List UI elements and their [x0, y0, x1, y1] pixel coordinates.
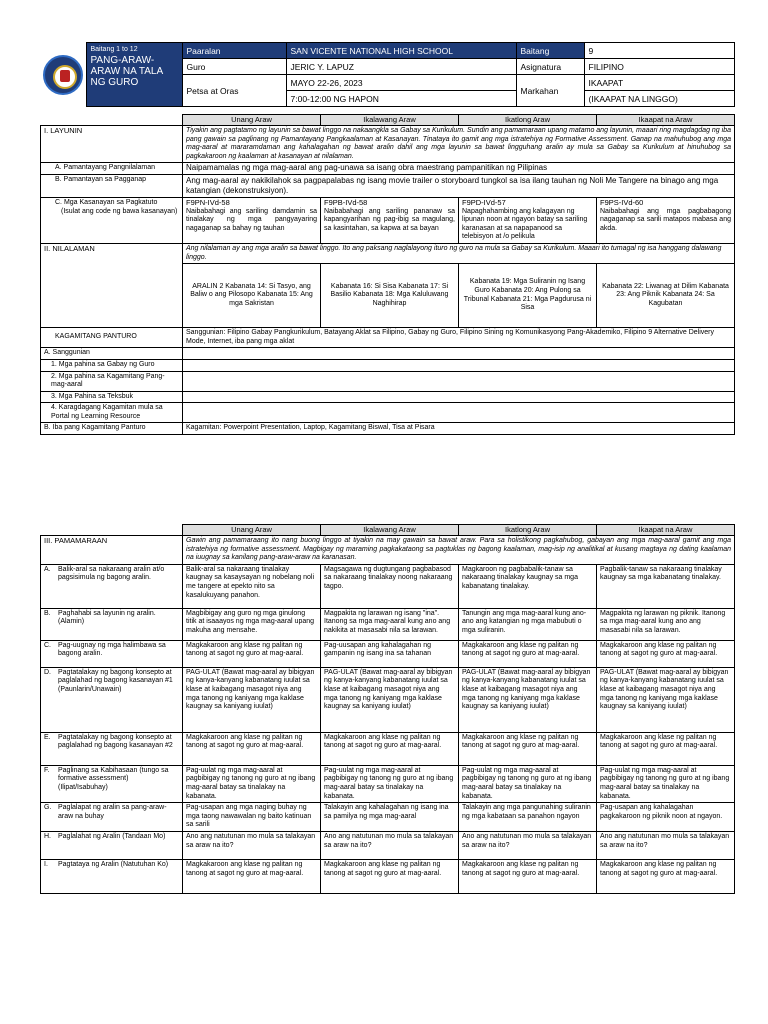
iba-pang-kagamitan-value: Kagamitan: Powerpoint Presentation, Laptop, Kagamitang Biswal, Tisa at Pisara	[183, 423, 735, 435]
kasanayan-sublabel: (Isulat ang code ng bawa kasanayan)	[61, 207, 178, 215]
procedure-day-1-cell: Pag-uulat ng mga mag-aaral at pagbibigay ng tanong ng guro at ng ibang mag-aaral batay sa tinalakay na kabanata.	[183, 765, 321, 802]
day-header-1: Unang Araw	[183, 115, 321, 126]
procedure-day-4-cell: Pag-uulat ng mga mag-aaral at pagbibigay ng tanong ng guro at ng ibang mag-aaral batay sa tinalakay na kabanata.	[597, 765, 735, 802]
procedure-day-1-cell: Magkakaroon ang klase ng palitan ng tanong at sagot ng guro at mag-aaral.	[183, 732, 321, 765]
procedure-step-label: Pagtatalakay ng bagong konsepto at paglalahad ng bagong kasanayan #2	[58, 733, 173, 750]
procedure-day-2-cell: Magsagawa ng dugtungang pagbabasod sa nakaraang tinalakay noong nakaraang tagpo.	[321, 564, 459, 608]
procedure-step-row	[41, 608, 735, 640]
procedure-day-3-cell: Pag-uulat ng mga mag-aaral at pagbibigay ng tanong ng guro at ng ibang mag-aaral batay sa tinalakay na kabanata.	[459, 765, 597, 802]
procedure-step-label-cell	[41, 765, 183, 802]
procedure-day-3-cell: Magkaroon ng pagbabalik-tanaw sa nakaraang tinalakay kaugnay sa mga kabanatang tinalakay.	[459, 564, 597, 608]
layunin-description: Tiyakin ang pagtatamo ng layunin sa bawat linggo na nakaangkla sa Gabay sa Kurikulum. Sundin ang pamamaraan upang matamo ang layunin, maaari ring magdagdag ng iba pang gawain sa paglinang ng Pamantayang Pangkaalaman at Kasanayan. Tinataya ito gamit ang mga istratehiya ng Formative Assessment. Ganap na mahuhubog ang mga mag-aaral at mararamdaman ang kahalagahan ng bawat aralin dahil ang mga layunin sa bawat lingguhang aralin ay mula sa Gabay sa Kurikulum at hinuhubog sa pagkakaroon ng kaalaman at kasanayan at nilalaman.	[183, 126, 735, 163]
linggo-value: (IKAAPAT NA LINGGO)	[584, 91, 734, 107]
procedure-day-2-cell: Ano ang natutunan mo mula sa talakayan sa araw na ito?	[321, 831, 459, 859]
procedure-step-row	[41, 640, 735, 667]
procedure-day-1-cell: Ano ang natutunan mo mula sa talakayan sa araw na ito?	[183, 831, 321, 859]
day-header-2: Ikalawang Araw	[321, 115, 459, 126]
procedure-day-4-cell: Ano ang natutunan mo mula sa talakayan sa araw na ito?	[597, 831, 735, 859]
pamamaraan-table	[40, 524, 735, 894]
procedure-day-4-cell: Magkakaroon ang klase ng palitan ng tanong at sagot ng guro at mag-aaral.	[597, 640, 735, 667]
procedure-day-1-cell: Magkakaroon ang klase ng palitan ng tanong at sagot ng guro at mag-aaral.	[183, 640, 321, 667]
procedure-day-4-cell: Pagbalik-tanaw sa nakaraang tinalakay kaugnay sa mga kabanatang tinalakay.	[597, 564, 735, 608]
aralin-day-3: Kabanata 19: Mga Suliranin ng Isang Guro Kabanata 20: Ang Pulong sa Tribunal Kabanata 21: Mga Pagdurusa ni Sisa	[459, 264, 597, 328]
pamantayang-pangnilalaman-label: A. Pamantayang Pangnilalaman	[41, 163, 183, 175]
procedure-day-3-cell: PAG-ULAT (Bawat mag-aaral ay bibigyan ng kanya-kanyang kabanatang iuulat sa klase at kaibagang masagot niya ang mga tanong ng kaniyang mga kaklase kaugnay sa kaniyang iuulat)	[459, 667, 597, 732]
oras-value: 7:00-12:00 NG HAPON	[286, 91, 516, 107]
baitang-label: Baitang	[516, 43, 584, 59]
pamantayan-sa-pagganap-text: Ang mag-aaral ay nakikilahok sa pagpapalabas ng isang movie trailer o storyboard tungkol sa isa ilang tauhan ng Noli Me Tangere na binago ang mga katangian (dekonstruksiyon).	[183, 174, 735, 197]
procedure-step-letter: A.	[44, 565, 51, 573]
procedure-step-letter: F.	[44, 766, 50, 774]
day-header-1: Unang Araw	[183, 525, 321, 536]
iba-pang-kagamitan-label: B. Iba pang Kagamitang Panturo	[41, 423, 183, 435]
procedure-step-label-cell	[41, 667, 183, 732]
gabay-ng-guro-label: 1. Mga pahina sa Gabay ng Guro	[41, 359, 183, 371]
procedure-day-4-cell: Magkakaroon ang klase ng palitan ng tanong at sagot ng guro at mag-aaral.	[597, 859, 735, 893]
procedure-step-label: Pagtatalakay ng bagong konsepto at paglalahad ng bagong kasanayan #1 (Paunlarin/Unawain)	[58, 668, 173, 693]
competency-text: Naibabahagi ang sariling damdamin sa tinalakay ng mga pangyayaring nagaganap sa bahay ng tauhan	[186, 207, 317, 232]
kasanayan-day-2	[321, 197, 459, 243]
dll-title: PANG-ARAW-ARAW NA TALA NG GURO	[90, 55, 163, 88]
pamamaraan-heading: III. PAMAMARAAN	[41, 536, 183, 565]
procedure-day-1-cell: Pag-usapan ang mga naging buhay ng mga taong nawawalan ng baito katinuan sa sarili	[183, 803, 321, 832]
procedure-step-label: Paglalahat ng Aralin (Tandaan Mo)	[58, 832, 166, 840]
procedure-step-letter: H.	[44, 832, 51, 840]
competency-code: F9PS-IVd-60	[600, 197, 644, 207]
day-header-3: Ikatlong Araw	[459, 115, 597, 126]
day-header-3: Ikatlong Araw	[459, 525, 597, 536]
procedure-step-row	[41, 732, 735, 765]
competency-code: F9PN-IVd-58	[186, 197, 230, 207]
procedure-day-3-cell: Magkakaroon ang klase ng palitan ng tanong at sagot ng guro at mag-aaral.	[459, 732, 597, 765]
lesson-log-page-2	[40, 524, 734, 894]
competency-text: Naibabahagi ang mga pagbabagong nagaganap sa sarili matapos mabasa ang akda.	[600, 207, 731, 232]
procedure-step-label: Pag-uugnay ng mga halimbawa sa bagong aralin.	[58, 641, 166, 658]
competency-code: F9PB-IVd-58	[324, 197, 368, 207]
aralin-day-4: Kabanata 22: Liwanag at Dilim Kabanata 23: Ang Piknik Kabanata 24: Sa Kagubatan	[597, 264, 735, 328]
aralin-day-2: Kabanata 16: Si Sisa Kabanata 17: Si Basilio Kabanata 18: Mga Kaluluwang Naghihirap	[321, 264, 459, 328]
procedure-step-label-cell	[41, 803, 183, 832]
procedure-day-4-cell: PAG-ULAT (Bawat mag-aaral ay bibigyan ng kanya-kanyang kabanatang iuulat sa klase at kaibagang masagot niya ang mga tanong ng kaniyang mga kaklase kaugnay sa kaniyang iuulat)	[597, 667, 735, 732]
kagamitang-pang-mag-aaral-label: 2. Mga pahina sa Kagamitang Pang- mag-aaral	[41, 371, 183, 391]
kasanayan-day-1	[183, 197, 321, 243]
guro-value: JERIC Y. LAPUZ	[286, 59, 516, 75]
procedure-day-4-cell: Magpakita ng larawan ng piknik. Itanong sa mga mag-aaral kung ano ang masasabi nila sa larawan.	[597, 608, 735, 640]
procedure-step-letter: E.	[44, 733, 51, 741]
procedure-step-label: Paglinang sa Kabihasaan (tungo sa formative assessment) (Ilipat/Isabuhay)	[58, 766, 169, 791]
teksbuk-label: 3. Mga Pahina sa Teksbuk	[41, 391, 183, 403]
asignatura-label: Asignatura	[516, 59, 584, 75]
teksbuk-value	[183, 391, 735, 403]
procedure-day-2-cell: Magpakita ng larawan ng isang "ina". Itanong sa mga mag-aaral kung ano ang nakikita at masasabi nila sa larawan.	[321, 608, 459, 640]
aralin-day-1: ARALIN 2 Kabanata 14: Si Tasyo, ang Baliw o ang Pilosopo Kabanata 15: Ang mga Sakristan	[183, 264, 321, 328]
deped-seal-logo	[40, 43, 86, 107]
procedure-step-label-cell	[41, 608, 183, 640]
guro-label: Guro	[182, 59, 286, 75]
procedure-step-row	[41, 803, 735, 832]
procedure-day-3-cell: Magkakaroon ang klase ng palitan ng tanong at sagot ng guro at mag-aaral.	[459, 859, 597, 893]
day-header-4: Ikaapat na Araw	[597, 115, 735, 126]
procedure-step-label-cell	[41, 831, 183, 859]
procedure-day-3-cell: Tanungin ang mga mag-aaral kung ano-ano ang katangian ng mga mabubuti o mga suliranin.	[459, 608, 597, 640]
nilalaman-heading: II. NILALAMAN	[41, 243, 183, 327]
kasanayan-label-cell	[41, 197, 183, 243]
kagamitang-pang-mag-aaral-value	[183, 371, 735, 391]
procedure-step-row	[41, 831, 735, 859]
procedure-step-row	[41, 667, 735, 732]
pamantayang-pangnilalaman-text: Naipamamalas ng mga mag-aaral ang pag-unawa sa isang obra maestrang pampanitikan ng Pilipinas	[183, 163, 735, 175]
procedure-step-row	[41, 765, 735, 802]
kagamitang-panturo-text: Sanggunian: Filipino Gabay Pangkurikulum, Batayang Aklat sa Filipino, Gabay ng Guro, Filipino Sining ng Komunikasyong Pang-Akademiko, Filipino 9 Alternative Delivery Mode, Internet, iba pang mga aklat	[183, 328, 735, 348]
procedure-day-2-cell: Pag-uulat ng mga mag-aaral at pagbibigay ng tanong ng guro at ng ibang mag-aaral batay sa tinalakay na kabanata.	[321, 765, 459, 802]
kagamitang-panturo-label: KAGAMITANG PANTURO	[41, 328, 183, 348]
procedure-step-label: Paghahabi sa layunin ng aralin. (Alamin)	[58, 609, 156, 626]
nilalaman-description: Ang nilalaman ay ang mga aralin sa bawat linggo. Ito ang paksang naglalayong ituro ng guro na mula sa Gabay sa Kurikulum. Maaari ito tumagal ng isa hanggang dalawang linggo.	[183, 243, 735, 263]
asignatura-value: FILIPINO	[584, 59, 734, 75]
procedure-step-label-cell	[41, 859, 183, 893]
procedure-day-2-cell: Magkakaroon ang klase ng palitan ng tanong at sagot ng guro at mag-aaral.	[321, 859, 459, 893]
procedure-day-1-cell: Balik-aral sa nakaraang tinalakay kaugnay sa kasaysayan ng nobelang noli me tangere at epekto nito sa kasalukuyang panahon.	[183, 564, 321, 608]
procedure-day-1-cell: PAG-ULAT (Bawat mag-aaral ay bibigyan ng kanya-kanyang kabanatang iuulat sa klase at kaibagang masagot niya ang mga tanong ng kaniyang mga kaklase kaugnay sa kaniyang iuulat)	[183, 667, 321, 732]
procedure-step-label: Pagtataya ng Aralin (Natutuhan Ko)	[58, 860, 169, 868]
procedure-day-1-cell: Magbibigay ang guro ng mga ginulong titik at isaaayos ng mga mag-aaral upang makuha ang mensahe.	[183, 608, 321, 640]
pamantayan-sa-pagganap-label: B. Pamantayan sa Pagganap	[41, 174, 183, 197]
procedure-day-3-cell: Magkakaroon ang klase ng palitan ng tanong at sagot ng guro at mag-aaral.	[459, 640, 597, 667]
kasanayan-day-3	[459, 197, 597, 243]
learning-resource-label: 4. Karagdagang Kagamitan mula sa Portal ng Learning Resource	[41, 403, 183, 423]
procedure-day-4-cell: Pag-usapan ang kahalagahan pagkakaroon ng piknik noon at ngayon.	[597, 803, 735, 832]
procedure-day-3-cell: Ano ang natutunan mo mula sa talakayan sa araw na ito?	[459, 831, 597, 859]
kasanayan-day-4	[597, 197, 735, 243]
paaralan-label: Paaralan	[182, 43, 286, 59]
dll-title-block	[86, 43, 182, 107]
procedure-day-2-cell: Magkakaroon ang klase ng palitan ng tanong at sagot ng guro at mag-aaral.	[321, 732, 459, 765]
procedure-step-letter: G.	[44, 804, 52, 812]
learning-resource-value	[183, 403, 735, 423]
markahan-label: Markahan	[516, 75, 584, 107]
procedure-day-3-cell: Talakayin ang mga pangunahing suliranin ng mga kabataan sa panahon ngayon	[459, 803, 597, 832]
lesson-log-page-1	[40, 42, 734, 435]
pamamaraan-description: Gawin ang pamamaraang ito nang buong linggo at tiyakin na may gawain sa bawat araw. Para sa holistikong pagkahubog, gabayan ang mga mag-aaral gamit ang mga istratehiya ng formative assessment. Magbigay ng maraming pagkakataong sa pagtuklas ng bagong kaalaman, mag-isip ng analitikal at kusang magtaya ng dating kaalaman na iuugnay sa kanilang pang-araw-araw na karanasan.	[183, 536, 735, 565]
header-table	[40, 42, 735, 107]
procedure-day-4-cell: Magkakaroon ang klase ng palitan ng tanong at sagot ng guro at mag-aaral.	[597, 732, 735, 765]
procedure-step-letter: I.	[44, 860, 48, 868]
kasanayan-label: C. Mga Kasanayan sa Pagkatuto	[55, 198, 158, 206]
procedure-step-label-cell	[41, 732, 183, 765]
petsa-label: Petsa at Oras	[182, 75, 286, 107]
competency-text: Napaghahambing ang kalagayan ng lipunan noon at ngayon batay sa sariling karanasan at sa napapanood sa telebisyon at /o pelikula	[462, 207, 588, 241]
grade-range: Baitang 1 to 12	[90, 46, 138, 53]
procedure-step-label: Balik-aral sa nakaraang aralin at/o pagsisimula ng bagong aralin.	[58, 565, 165, 582]
procedure-step-label-cell	[41, 640, 183, 667]
gabay-ng-guro-value	[183, 359, 735, 371]
procedure-step-label: Paglalapat ng aralin sa pang-araw-araw na buhay	[58, 804, 167, 820]
procedure-day-2-cell: Talakayin ang kahalagahan ng isang ina sa pamilya ng mga mag-aaral	[321, 803, 459, 832]
procedure-step-row	[41, 564, 735, 608]
procedure-step-letter: D.	[44, 668, 51, 676]
competency-text: Naibabahagi ang sariling pananaw sa kapangyarihan ng pag-ibig sa magulang, sa kasintahan, sa kapwa at sa bayan	[324, 207, 455, 232]
day-header-4: Ikaapat na Araw	[597, 525, 735, 536]
baitang-value: 9	[584, 43, 734, 59]
petsa-value: MAYO 22-26, 2023	[286, 75, 516, 91]
paaralan-value: SAN VICENTE NATIONAL HIGH SCHOOL	[286, 43, 516, 59]
procedure-day-2-cell: Pag-uusapan ang kahalagahan ng gampanin ng isang ina sa tahanan	[321, 640, 459, 667]
sanggunian-label: A. Sanggunian	[41, 348, 183, 360]
sanggunian-value	[183, 348, 735, 360]
layunin-nilalaman-table	[40, 114, 735, 435]
competency-code: F9PD-IVd-57	[462, 197, 506, 207]
markahan-value: IKAAPAT	[584, 75, 734, 91]
procedure-day-1-cell: Magkakaroon ang klase ng palitan ng tanong at sagot ng guro at mag-aaral.	[183, 859, 321, 893]
layunin-heading: I. LAYUNIN	[41, 126, 183, 163]
procedure-day-2-cell: PAG-ULAT (Bawat mag-aaral ay bibigyan ng kanya-kanyang kabanatang iuulat sa klase at kaibagang masagot niya ang mga tanong ng kaniyang mga kaklase kaugnay sa kaniyang iuulat)	[321, 667, 459, 732]
procedure-step-label-cell	[41, 564, 183, 608]
procedure-step-letter: C.	[44, 641, 51, 649]
procedure-step-letter: B.	[44, 609, 51, 617]
procedure-step-row	[41, 859, 735, 893]
day-header-2: Ikalawang Araw	[321, 525, 459, 536]
